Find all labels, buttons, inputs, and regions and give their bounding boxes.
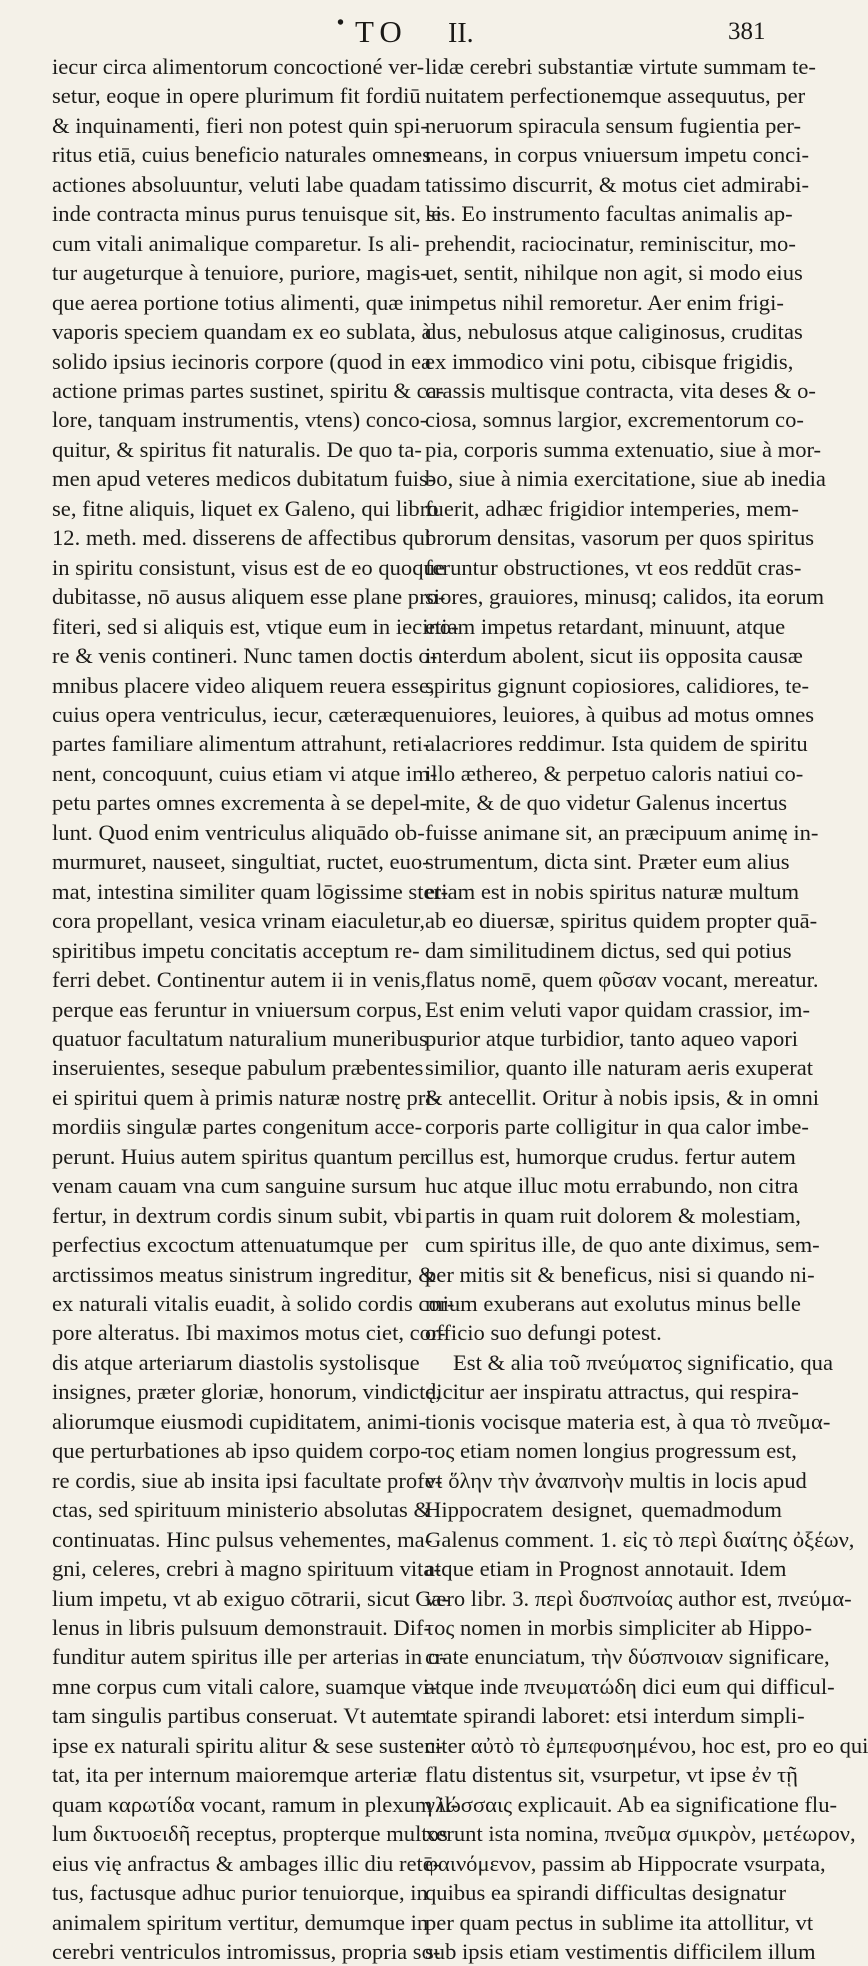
text-line: cillus est, humorque crudus. fertur autem xyxy=(425,1143,796,1169)
text-line: men apud veteres medicos dubitatum fuis- xyxy=(52,466,436,492)
text-line: tus, factusque adhuc purior tenuiorque, in xyxy=(52,1880,428,1906)
text-line: φαινόμενον, passim ab Hippocrate vsurpata, xyxy=(425,1850,826,1876)
header-ornament: • xyxy=(337,12,345,34)
text-line: officio suo defungi potest. xyxy=(425,1320,662,1346)
text-line: cerebri ventriculos intromissus, propria so- xyxy=(52,1939,441,1964)
text-line: lium impetu, vt ab exiguo cōtrarii, sicut Ga- xyxy=(52,1585,450,1611)
text-line: ex immodico vini potu, cibisque frigidis, xyxy=(425,348,794,374)
text-line: corporis parte colligitur in qua calor imbe- xyxy=(425,1114,809,1140)
text-line: cum spiritus ille, de quo ante diximus, sem- xyxy=(425,1232,820,1258)
text-line: mium exuberans aut exolutus minus belle xyxy=(425,1291,801,1317)
text-line: ciosa, somnus largior, excrementorum co- xyxy=(425,407,804,433)
text-line: que perturbationes ab ipso quidem corpo- xyxy=(52,1438,428,1464)
text-line: sub ipsis etiam vestimentis difficilem illum xyxy=(425,1939,816,1964)
text-line: 12. meth. med. disserens de affectibus qui xyxy=(52,525,432,551)
text-line: brorum densitas, vasorum per quos spiritus xyxy=(425,525,815,551)
text-line: etiam impetus retardant, minuunt, atque xyxy=(425,613,786,639)
text-line: dicitur aer inspiratu attractus, qui respira- xyxy=(425,1379,799,1405)
text-line: purior atque turbidior, tanto aqueo vapori xyxy=(425,1025,799,1051)
text-line: arctissimos meatus sinistrum ingreditur, & xyxy=(52,1261,436,1287)
text-line: ipse ex naturali spiritu alitur & sese susten- xyxy=(52,1732,443,1758)
text-line: ex naturali vitalis euadit, à solido cordis cor- xyxy=(52,1291,455,1317)
text-line: atque inde πνευματώδη dici eum qui difficul- xyxy=(425,1673,835,1699)
text-line: iecur circa alimentorum concoctioné ver- xyxy=(52,54,425,79)
text-line: tionis vocisque materia est, à qua τὸ πνεῦμα- xyxy=(425,1408,831,1434)
text-line: nuiores, leuiores, à quibus ad motus omnes xyxy=(425,701,815,727)
text-line: flatus nomē, quem φῦσαν vocant, mereatur. xyxy=(425,967,819,993)
text-line: quam καρωτίδα vocant, ramum in plexum il- xyxy=(52,1791,459,1817)
text-line: partes familiare alimentum attrahunt, reti- xyxy=(52,731,431,757)
text-line: Est enim veluti vapor quidam crassior, im- xyxy=(425,996,810,1022)
right-column xyxy=(425,52,868,1966)
text-line: feruntur obstructiones, vt eos reddūt cras- xyxy=(425,554,802,580)
text-line: lum δικτυοειδῆ receptus, propterque multos xyxy=(52,1821,448,1847)
text-line: cora propellant, vesica vrinam eiaculetur, xyxy=(52,908,425,934)
text-line: setur, eoque in opere plurimum fit fordiū xyxy=(52,83,421,109)
text-line: animalem spiritum vertitur, demumque in xyxy=(52,1909,429,1935)
text-line: citer αὐτὸ τὸ ἐμπεφυσημένου, hoc est, pro eo qui xyxy=(425,1732,868,1758)
text-line: mordiis singulæ partes congenitum acce- xyxy=(52,1114,423,1140)
text-line: lidæ cerebri substantiæ virtute summam te- xyxy=(425,54,816,79)
text-line: perque eas feruntur in vniuersum corpus, xyxy=(52,996,423,1022)
text-line: ctas, sed spirituum ministerio absolutas & xyxy=(52,1497,432,1523)
text-line: uet, sentit, nihilque non agit, si modo eius xyxy=(425,260,803,286)
text-line: per mitis sit & beneficus, nisi si quando ni- xyxy=(425,1261,815,1287)
text-line: ferri debet. Continentur autem ii in venis, xyxy=(52,967,426,993)
text-line: in spiritu consistunt, visus est de eo quoque xyxy=(52,554,445,580)
text-line: pore alteratus. Ibi maximos motus ciet, cor- xyxy=(52,1320,446,1346)
text-line: vaporis speciem quandam ex eo sublata, à xyxy=(52,319,432,345)
text-line: Est & alia τοῦ πνεύματος significatio, qua xyxy=(453,1349,834,1375)
text-line: actiones absoluuntur, veluti labe quadam xyxy=(52,171,421,197)
text-line: aliorumque eiusmodi cupiditatem, animi- xyxy=(52,1408,426,1434)
text-line: re & venis contineri. Nunc tamen doctis o- xyxy=(52,643,438,669)
text-line: perfectius excoctum attenuatumque per xyxy=(52,1232,408,1258)
text-line: fuisse animane sit, an præcipuum animę in- xyxy=(425,819,819,845)
header-title-right: II. xyxy=(448,18,474,49)
text-line: dubitasse, nō ausus aliquem esse plane pro- xyxy=(52,584,446,610)
text-line: crate enunciatum, τὴν δύσπνοιαν significare, xyxy=(425,1644,830,1670)
text-line: neruorum spiracula sensum fugientia per- xyxy=(425,112,801,138)
text-line: nent, concoquunt, cuius etiam vi atque im- xyxy=(52,760,438,786)
text-line: mite, & de quo videtur Galenus incertus xyxy=(425,790,788,816)
text-line: means, in corpus vniuersum impetu conci- xyxy=(425,142,810,168)
text-line: ei spiritui quem à primis naturæ nostrę pri- xyxy=(52,1084,440,1110)
running-header xyxy=(0,4,800,49)
text-line: petu partes omnes excrementa à se depel- xyxy=(52,790,428,816)
text-line: interdum abolent, sicut iis opposita causæ xyxy=(425,643,803,669)
text-line: fertur, in dextrum cordis sinum subit, vbi xyxy=(52,1202,423,1228)
text-line: tatissimo discurrit, & motus ciet admirabi- xyxy=(425,171,810,197)
text-line: prehendit, raciocinatur, reminiscitur, mo- xyxy=(425,230,796,256)
text-line: cuius opera ventriculus, iecur, cæteræque xyxy=(52,701,426,727)
text-line: impetus nihil remoretur. Aer enim frigi- xyxy=(425,289,784,315)
text-line: tat, ita per internum maioremque arteriæ xyxy=(52,1762,418,1788)
text-line: flatu distentus sit, vsurpetur, vt ipse ἐν τῇ xyxy=(425,1762,798,1788)
text-line: similior, quanto ille naturam aeris exuperat xyxy=(425,1055,814,1081)
text-line: fiteri, sed si aliquis est, vtique eum in iecino- xyxy=(52,613,459,639)
text-line: perunt. Huius autem spiritus quantum per xyxy=(52,1143,428,1169)
text-line: tur augeturque à tenuiore, puriore, magis- xyxy=(52,260,428,286)
text-line: inseruientes, seseque pabulum præbentes xyxy=(52,1055,424,1081)
text-line: quitur, & spiritus fit naturalis. De quo ta- xyxy=(52,436,422,462)
left-column xyxy=(52,52,459,1966)
text-line: mnibus placere video aliquem reuera esse, xyxy=(52,672,435,698)
text-line: quibus ea spirandi difficultas designatur xyxy=(425,1880,787,1906)
text-line: venam cauam vna cum sanguine sursum xyxy=(52,1173,417,1199)
text-line: xerunt ista nomina, πνεῦμα σμικρὸν, μετέωρον, xyxy=(425,1821,856,1847)
text-line: continuatas. Hinc pulsus vehementes, ma- xyxy=(52,1526,433,1552)
text-line: etiam est in nobis spiritus naturæ multum xyxy=(425,878,800,904)
text-line: gni, celeres, crebri à magno spirituum vita- xyxy=(52,1556,441,1582)
text-line: mne corpus cum vitali calore, suamque vi- xyxy=(52,1673,437,1699)
text-line: siores, grauiores, minusq; calidos, ita eorum xyxy=(425,584,825,610)
text-line: bo, siue à nimia exercitatione, siue ab inedia xyxy=(425,466,826,492)
text-line: huc atque illuc motu errabundo, non citra xyxy=(425,1173,799,1199)
text-line: funditur autem spiritus ille per arterias in o- xyxy=(52,1644,447,1670)
text-line: que aerea portione totius alimenti, quæ in xyxy=(52,289,427,315)
text-line: dus, nebulosus atque caliginosus, cruditas xyxy=(425,319,803,345)
text-line: tate spirandi laboret: etsi interdum simpli- xyxy=(425,1703,805,1729)
text-line: Galenus comment. 1. εἰς τὸ περὶ διαίτης ὀξέων, xyxy=(425,1526,855,1552)
text-line: murmuret, nauseet, singultiat, ructet, euo- xyxy=(52,849,430,875)
text-line: dam similitudinem dictus, sed qui potius xyxy=(425,937,792,963)
text-line: τος nomen in morbis simpliciter ab Hippo- xyxy=(425,1615,813,1641)
text-line: nuitatem perfectionemque assequutus, per xyxy=(425,83,806,109)
text-line: les. Eo instrumento facultas animalis ap- xyxy=(425,201,793,227)
text-line: lunt. Quod enim ventriculus aliquādo ob- xyxy=(52,819,425,845)
text-line: re cordis, siue ab insita ipsi facultate profe- xyxy=(52,1467,443,1493)
header-title-left: TO xyxy=(355,14,408,49)
text-line: mat, intestina similiter quam lōgissime ster- xyxy=(52,878,449,904)
text-line: & inquinamenti, fieri non potest quin spi- xyxy=(52,112,428,138)
text-line: γλώσσαις explicauit. Ab ea significatione flu- xyxy=(425,1791,838,1817)
text-line: insignes, præter gloriæ, honorum, vindictę, xyxy=(52,1379,442,1405)
text-line: spiritibus impetu concitatis acceptum re- xyxy=(52,937,420,963)
text-line: vero libr. 3. περὶ δυσπνοίας author est, πνεύμα- xyxy=(425,1585,852,1611)
text-line: eius vię anfractus & ambages illic diu retē- xyxy=(52,1850,441,1876)
text-line: partis in quam ruit dolorem & molestiam, xyxy=(425,1202,801,1228)
text-line: illo æthereo, & perpetuo caloris natiui co- xyxy=(425,760,804,786)
text-line: & antecellit. Oritur à nobis ipsis, & in omni xyxy=(425,1084,820,1110)
text-line: Hippocratem designet, quemadmodum xyxy=(425,1497,782,1523)
text-line: cum vitali animalique comparetur. Is ali- xyxy=(52,230,420,256)
text-line: ab eo diuersæ, spiritus quidem propter quā- xyxy=(425,908,818,934)
text-line: quatuor facultatum naturalium muneribus xyxy=(52,1025,428,1051)
text-line: inde contracta minus purus tenuisque sit, si xyxy=(52,201,442,227)
text-line: actione primas partes sustinet, spiritu & ca- xyxy=(52,377,445,403)
text-line: vt ὅλην τὴν ἀναπνοὴν multis in locis apud xyxy=(425,1467,807,1493)
text-line: ritus etiā, cuius beneficio naturales omnes xyxy=(52,142,431,168)
text-line: fuerit, adhæc frigidior intemperies, mem- xyxy=(425,495,799,521)
text-line: crassis multisque contracta, vita deses & o- xyxy=(425,377,816,403)
text-line: alacriores reddimur. Ista quidem de spiritu xyxy=(425,731,808,757)
text-line: τος etiam nomen longius progressum est, xyxy=(425,1438,797,1464)
text-line: strumentum, dicta sint. Præter eum alius xyxy=(425,849,790,875)
text-line: per quam pectus in sublime ita attollitur, vt xyxy=(425,1909,814,1935)
text-line: atque etiam in Prognost annotauit. Idem xyxy=(425,1556,787,1582)
page-number: 381 xyxy=(728,18,766,45)
text-line: solido ipsius iecinoris corpore (quod in ea xyxy=(52,348,431,374)
text-line: dis atque arteriarum diastolis systolisque xyxy=(52,1349,420,1375)
text-line: lore, tanquam instrumentis, vtens) conco- xyxy=(52,407,428,433)
text-line: tam singulis partibus conseruat. Vt autem xyxy=(52,1703,427,1729)
text-line: spiritus gignunt copiosiores, calidiores, te- xyxy=(425,672,810,698)
text-line: lenus in libris pulsuum demonstrauit. Dif- xyxy=(52,1615,432,1641)
text-line: se, fitne aliquis, liquet ex Galeno, qui libro xyxy=(52,495,439,521)
text-line: pia, corporis summa extenuatio, siue à mor- xyxy=(425,436,822,462)
